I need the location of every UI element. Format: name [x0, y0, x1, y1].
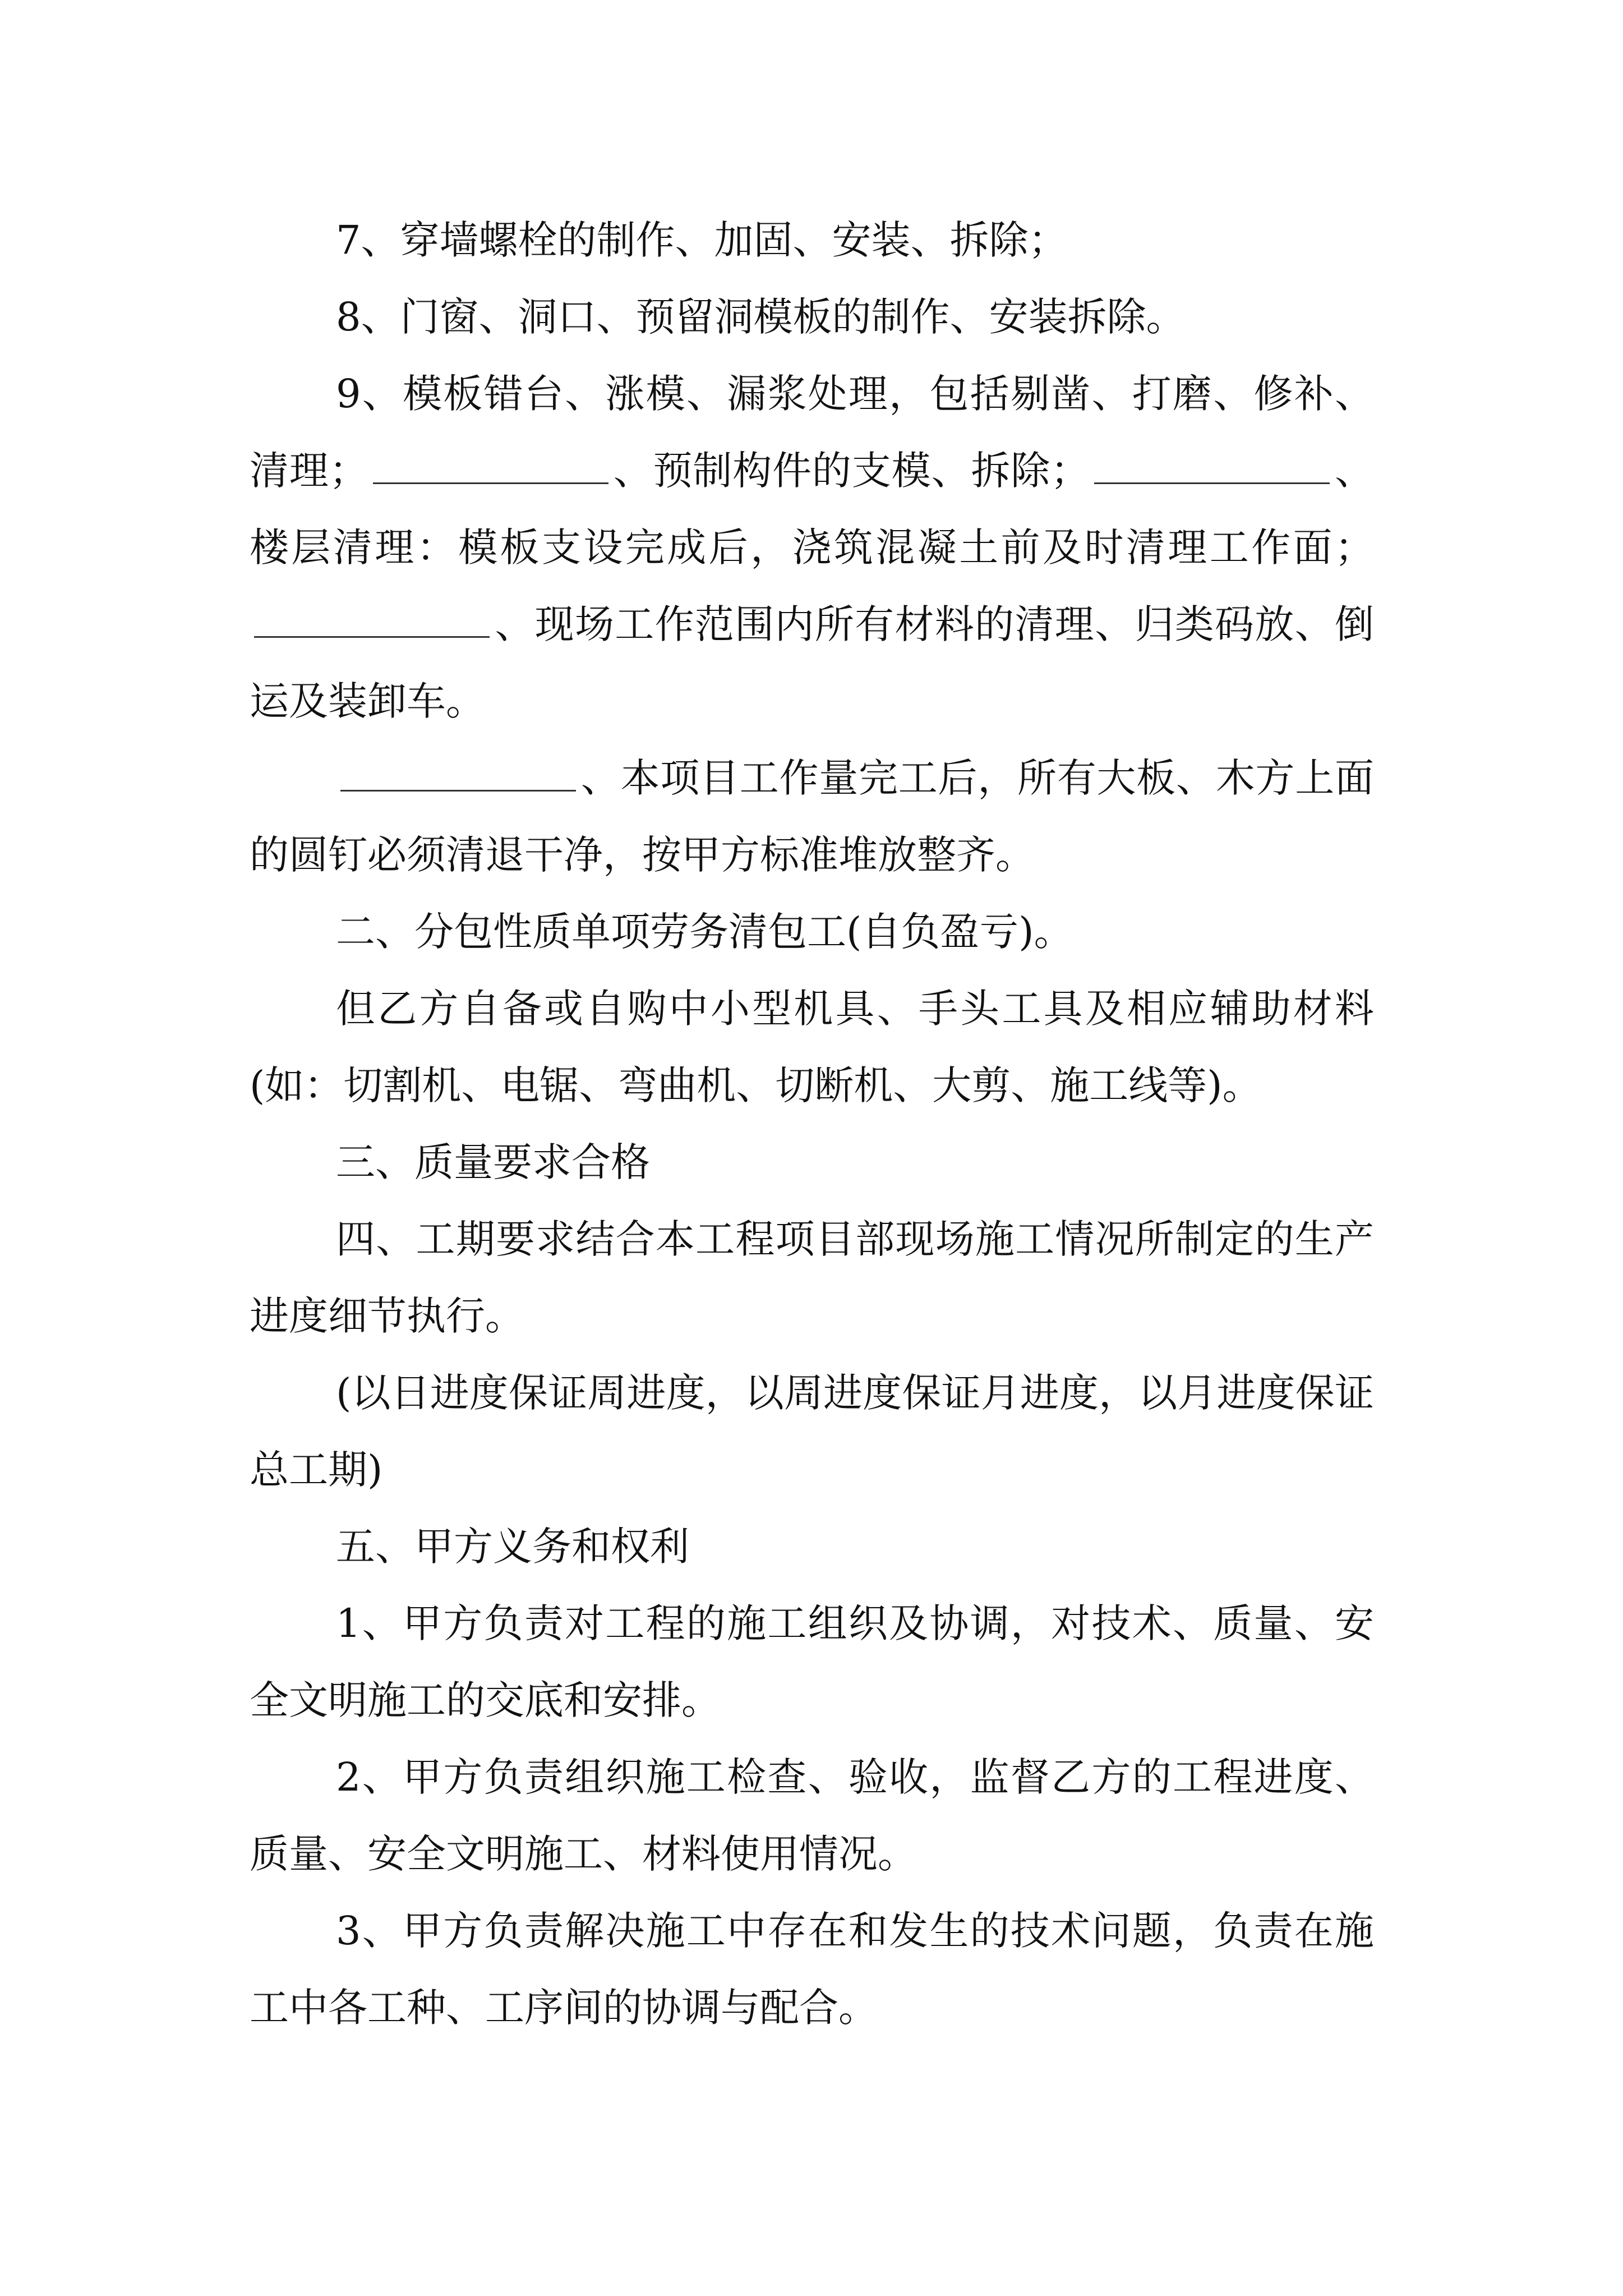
section-2-tools: 但乙方自备或自购中小型机具、手头工具及相应辅助材料(如：切割机、电锯、弯曲机、切断机、大剪、施工线等)。	[250, 986, 1374, 1108]
section-4-note: (以日进度保证周进度，以周进度保证月进度，以月进度保证总工期)	[250, 1370, 1374, 1493]
section-3-heading: 三、质量要求合格	[336, 1139, 650, 1185]
document-page	[250, 202, 1374, 2046]
blank-line	[1094, 443, 1330, 484]
section-4-heading: 四、工期要求结合本工程项目部现场施工情况所制定的生产进度细节执行。	[250, 1216, 1374, 1339]
clause-7: 7、穿墙螺栓的制作、加固、安装、拆除；	[336, 217, 1068, 263]
section-5-item-1: 1、甲方负责对工程的施工组织及协调，对技术、质量、安全文明施工的交底和安排。	[250, 1600, 1374, 1723]
section-5-heading: 五、甲方义务和权利	[336, 1524, 689, 1570]
clause-9-part-d: 、现场工作范围内所有材料的清理、归类码放、倒运及装卸车。	[250, 601, 1374, 724]
clause-9	[250, 356, 1374, 740]
clause-9-part-b: 、预制构件的支模、拆除；	[612, 448, 1090, 494]
clause-9-part-a: 9、模板错台、涨模、漏浆处理，包括剔凿、打磨、修补、清理；	[250, 371, 1374, 494]
clause-nails-text: 、本项目工作量完工后，所有大板、木方上面的圆钉必须清退干净，按甲方标准堆放整齐。	[250, 755, 1374, 878]
blank-line	[373, 443, 608, 484]
section-5-item-2: 2、甲方负责组织施工检查、验收，监督乙方的工程进度、质量、安全文明施工、材料使用情况。	[250, 1754, 1374, 1877]
blank-line	[254, 597, 490, 638]
blank-line	[340, 751, 576, 792]
clause-nails	[250, 740, 1374, 894]
clause-9-part-c: 、楼层清理：模板支设完成后，浇筑混凝土前及时清理工作面；	[250, 448, 1375, 570]
section-5-item-3: 3、甲方负责解决施工中存在和发生的技术问题，负责在施工中各工种、工序间的协调与配合。	[250, 1908, 1374, 2031]
section-2-heading: 二、分包性质单项劳务清包工(自负盈亏)。	[336, 909, 1073, 955]
clause-8: 8、门窗、洞口、预留洞模板的制作、安装拆除。	[336, 294, 1186, 340]
